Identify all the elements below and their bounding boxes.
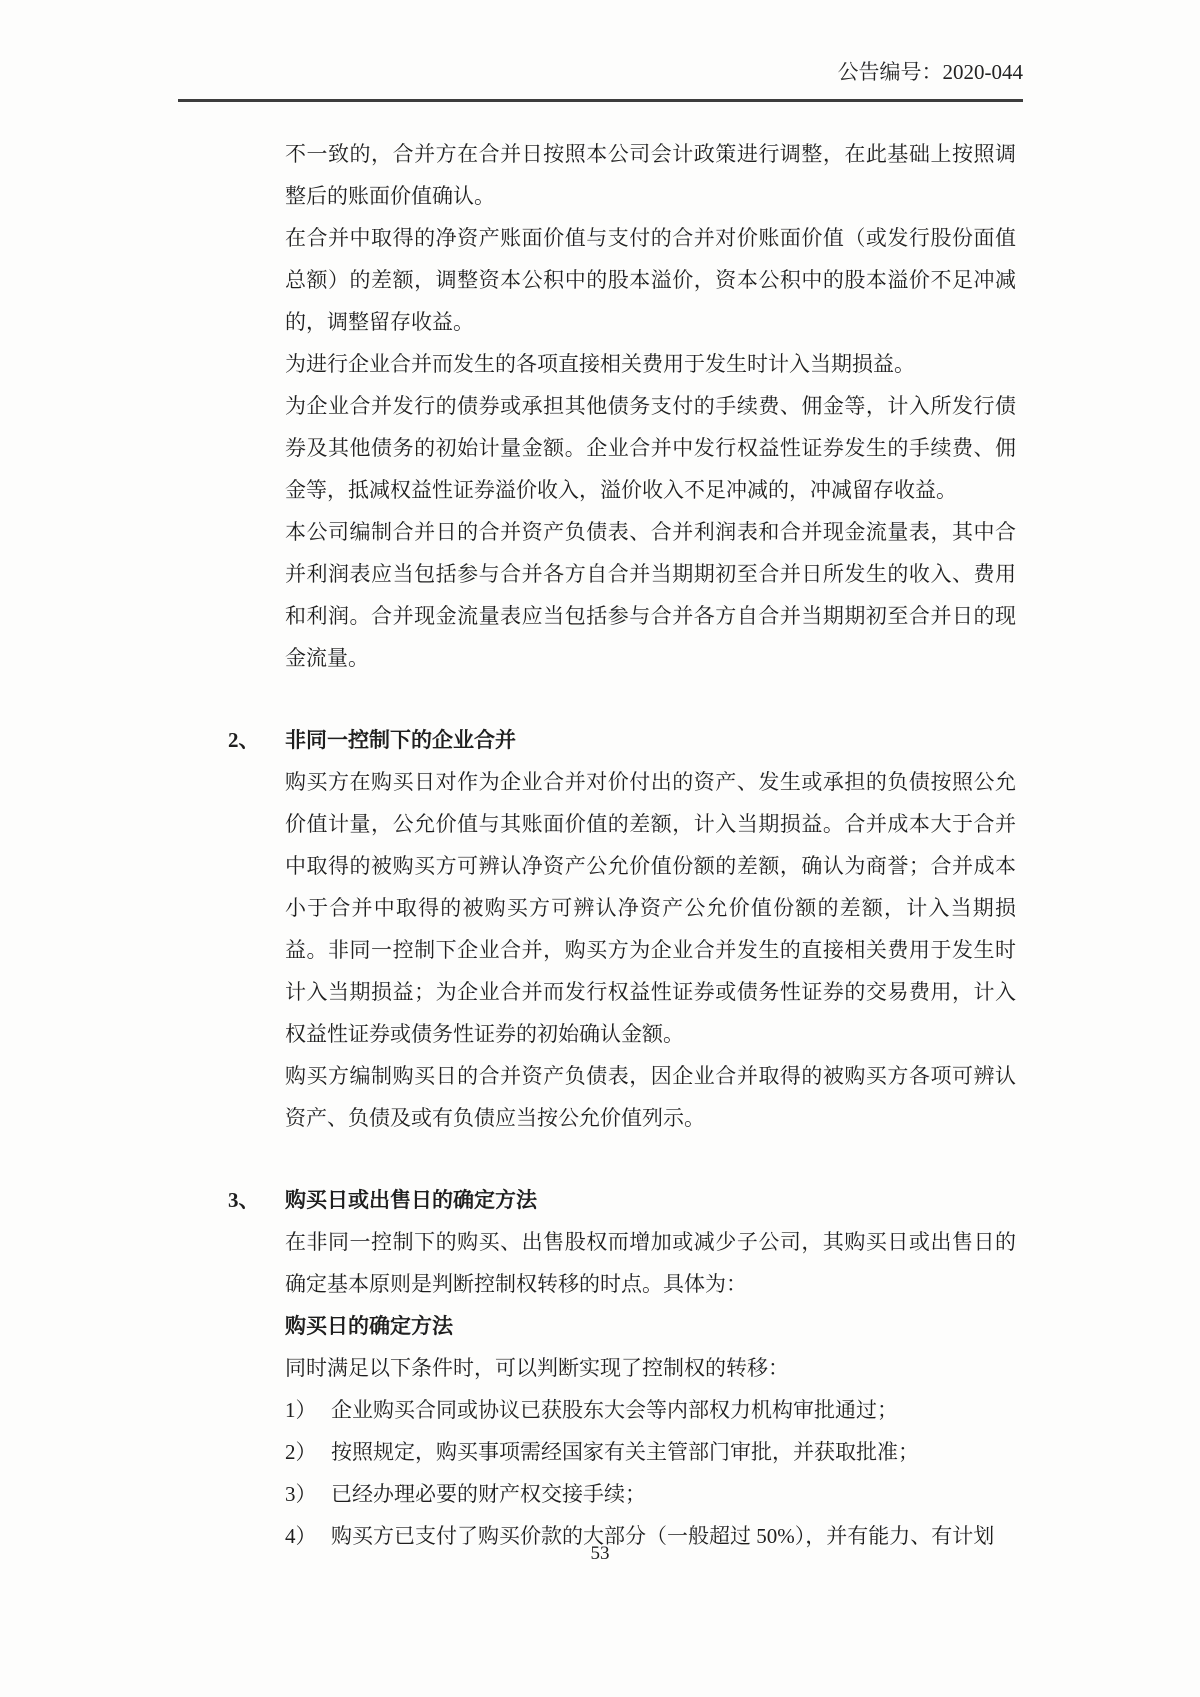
section-3-heading [228,1179,1016,1221]
page-number: 53 [590,1543,610,1564]
section-2-number: 2、 [228,728,260,752]
list-item-2-text: 按照规定，购买事项需经国家有关主管部门审批，并获取批准； [331,1440,919,1464]
list-item-4-text: 购买方已支付了购买价款的大部分（一般超过 50%），并有能力、有计划 [331,1524,995,1548]
paragraph-consolidated-statements: 本公司编制合并日的合并资产负债表、合并利润表和合并现金流量表，其中合并利润表应当包括参与合并各方自合并当期期初至合并日所发生的收入、费用和利润。合并现金流量表应当包括参与合并各方自合并当期期初至合并日的现金流量。 [285,520,1016,670]
notice-number: 公告编号：2020-044 [837,60,1023,84]
document-body [228,133,1016,1557]
list-item-3 [285,1473,1016,1515]
section-2-title: 非同一控制下的企业合并 [285,728,516,752]
list-item-3-marker: 3） [285,1482,317,1506]
header-divider [178,99,1023,102]
paragraph-bond-fees: 为企业合并发行的债券或承担其他债务支付的手续费、佣金等，计入所发行债券及其他债务的初始计量金额。企业合并中发行权益性证券发生的手续费、佣金等，抵减权益性证券溢价收入，溢价收入不足冲减的，冲减留存收益。 [285,394,1016,502]
list-item-1 [285,1389,1016,1431]
list-item-3-text: 已经办理必要的财产权交接手续； [331,1482,646,1506]
paragraph-net-asset-book-value: 在合并中取得的净资产账面价值与支付的合并对价账面价值（或发行股份面值总额）的差额，调整资本公积中的股本溢价，资本公积中的股本溢价不足冲减的，调整留存收益。 [285,226,1016,334]
list-item-1-marker: 1） [285,1398,317,1422]
section-3-title: 购买日或出售日的确定方法 [285,1188,537,1212]
paragraph-policy-adjustment: 不一致的，合并方在合并日按照本公司会计政策进行调整，在此基础上按照调整后的账面价值确认。 [285,142,1016,208]
paragraph-non-common-control-measurement: 购买方在购买日对作为企业合并对价付出的资产、发生或承担的负债按照公允价值计量，公允价值与其账面价值的差额，计入当期损益。合并成本大于合并中取得的被购买方可辨认净资产公允价值份额的差额，确认为商誉；合并成本小于合并中取得的被购买方可辨认净资产公允价值份额的差额，计入当期损益。非同一控制下企业合并，购买方为企业合并发生的直接相关费用于发生时计入当期损益；为企业合并而发行权益性证券或债务性证券的交易费用，计入权益性证券或债务性证券的初始确认金额。 [285,770,1016,1046]
list-item-2-marker: 2） [285,1440,317,1464]
section-3-number: 3、 [228,1188,260,1212]
paragraph-direct-costs: 为进行企业合并而发生的各项直接相关费用于发生时计入当期损益。 [285,352,915,376]
paragraph-purchase-sale-date-principle: 在非同一控制下的购买、出售股权而增加或减少子公司，其购买日或出售日的确定基本原则是判断控制权转移的时点。具体为： [285,1230,1016,1296]
list-intro-control-transfer: 同时满足以下条件时，可以判断实现了控制权的转移： [285,1356,789,1380]
document-header [178,56,1023,88]
paragraph-acquisition-date-balance-sheet: 购买方编制购买日的合并资产负债表，因企业合并取得的被购买方各项可辨认资产、负债及或有负债应当按公允价值列示。 [285,1064,1016,1130]
subheading-purchase-date-method: 购买日的确定方法 [285,1314,453,1338]
section-2-heading [228,719,1016,761]
list-item-1-text: 企业购买合同或协议已获股东大会等内部权力机构审批通过； [331,1398,898,1422]
list-item-2 [285,1431,1016,1473]
list-item-4-marker: 4） [285,1524,317,1548]
